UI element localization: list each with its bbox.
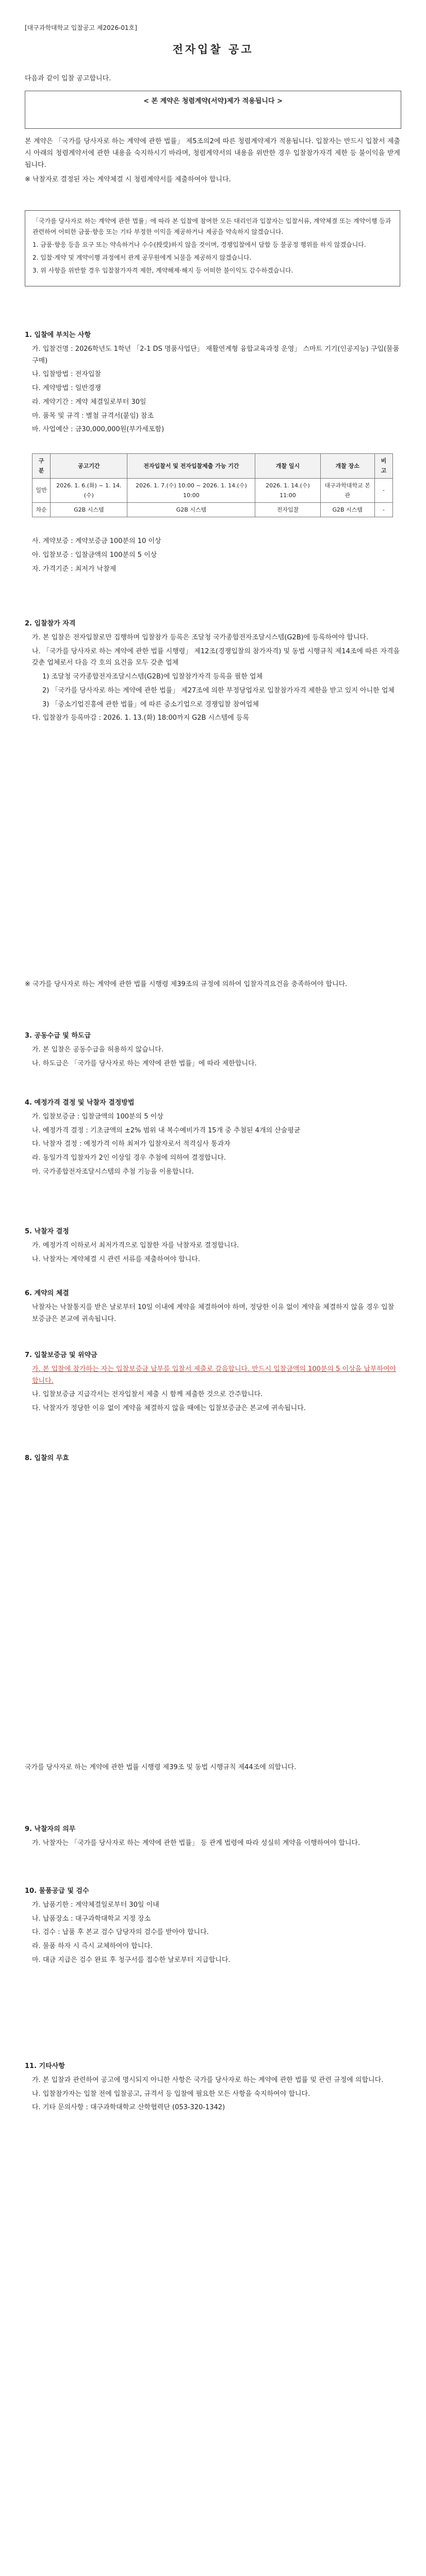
invalid-note [25,1762,400,1777]
table-row [32,503,393,517]
table-cell: 일반 [32,478,51,503]
table-cell: 2026. 1. 7.(수) 10:00 ~ 2026. 1. 14.(수) 10:00 [127,478,255,503]
table-header-row [32,454,393,479]
section-item: 나. 입찰참가자는 입찰 전에 입찰공고, 규격서 등 입찰에 필요한 모든 사항을 숙지하여야 합니다. [32,2090,310,2098]
section-item: 마. 품목 및 규격 : 별첨 규격서(붙임) 참조 [32,412,154,420]
section-subitem: 3) 「중소기업진흥에 관한 법률」에 따른 중소기업으로 경쟁입찰 참여업체 [42,700,259,708]
section-item: 다. 입찰참가 등록마감 : 2026. 1. 13.(화) 18:00까지 G2B 시스템에 등록 [32,714,250,722]
section-item: 다. 계약방법 : 일반경쟁 [32,384,101,392]
section-item: 낙찰자는 낙찰통지를 받은 날로부터 10일 이내에 계약을 체결하여야 하며, 정당한 이유 없이 계약을 체결하지 않을 경우 입찰보증금은 본교에 귀속됩니다. [32,1303,395,1323]
section-item: 다. 검수 : 납품 후 본교 검수 담당자의 검수를 받아야 합니다. [32,1928,209,1937]
section-item: 나. 하도급은 「국가를 당사자로 하는 계약에 관한 법률」에 따라 제한합니다. [32,1059,257,1067]
pledge-text: 1. 금품·향응 등을 요구 또는 약속하거나 수수(授受)하지 않을 것이며, 경쟁입찰에서 담합 등 불공정 행위를 하지 않겠습니다. [32,241,366,248]
pledge-text: 「국가를 당사자로 하는 계약에 관한 법률」에 따라 본 입찰에 참여한 모든 대리인과 입찰자는 입찰서류, 계약체결 또는 계약이행 등과 관련하여 어떠한 금품·향응 또는 기타 부정한 이익을 제공하거나 제공을 약속하지 않겠습니다. [32,217,391,235]
section-winner-duty [25,1824,400,1852]
deposit-text: 가. 본 입찰에 참가하는 자는 입찰보증금 납부를 입찰서 제출로 갈음합니다. 반드시 입찰금액의 100분의 5 이상을 납부하여야 합니다. [32,1365,397,1385]
section-heading: 4. 예정가격 결정 및 낙찰자 결정방법 [25,1099,135,1107]
section-item: 가. 낙찰자는 「국가를 당사자로 하는 계약에 관한 법률」 등 관계 법령에 따라 성실히 계약을 이행하여야 합니다. [32,1839,361,1847]
section-heading: 6. 계약의 체결 [25,1290,69,1297]
integrity-notice-box [25,91,401,129]
section-heading: 10. 물품공급 및 검수 [25,1887,89,1895]
section-item: 가. 입찰건명 : 2026학년도 1학년 「2-1 DS 명품사업단」 재활연계형 융합교육과정 운영」 스마트 기기(인공지능) 구입(물품구매) [32,345,400,365]
table-header-cell: 전자입찰서 및 전자입찰제출 가능 기간 [127,454,255,479]
section-item: 마. 대금 지급은 검수 완료 후 청구서를 접수한 날로부터 지급합니다. [32,1956,231,1964]
section-item: 사. 계약보증 : 계약보증금 100분의 10 이상 [32,537,161,545]
section-heading: 1. 입찰에 부치는 사항 [25,331,91,339]
section-item: 바. 사업예산 : 금30,000,000원(부가세포함) [32,426,165,434]
pledge-text: 3. 위 사항을 위반할 경우 입찰참가자격 제한, 계약해제·해지 등 어떠한 불이익도 감수하겠습니다. [32,267,293,274]
table-cell: G2B 시스템 [127,503,255,517]
section-heading: 9. 낙찰자의 의무 [25,1825,76,1833]
section-contract [25,1288,400,1327]
table-header-cell: 공고기간 [51,454,127,479]
table-header-cell: 개찰 장소 [320,454,374,479]
intro-paragraph: 본 계약은 「국가를 당사자로 하는 계약에 관한 법률」 제5조의2에 따른 청렴계약제가 적용됩니다. 입찰자는 반드시 입찰서 제출시 아래의 청렴계약서에 관한 내용을 숙지하시기 바라며, 청렴계약서의 내용을 위반한 경우 입찰참가자격 제한 등 불이익을 받게 됩니다. [25,138,400,169]
section-item: 가. 입찰보증금 : 입찰금액의 100분의 5 이상 [32,1112,163,1121]
section-item: 나. 낙찰자는 계약체결 시 관련 서류를 제출하여야 합니다. [32,1255,201,1263]
section-item: 가. 본 입찰은 공동수급을 허용하지 않습니다. [32,1045,163,1054]
section-winner [25,1226,400,1267]
section-bid-overview-tail [25,536,400,577]
table-cell: 전자입찰 [255,503,320,517]
section-heading: 2. 입찰참가 자격 [25,620,76,628]
section-misc [25,2061,400,2116]
section-item: 다. 기타 문의사항 : 대구과학대학교 산학협력단 (053-320-1342) [32,2104,225,2112]
section-item: 나. 입찰보증금 지급각서는 전자입찰서 제출 시 함께 제출한 것으로 간주합니다. [32,1391,263,1399]
section-item: 다. 낙찰자 결정 : 예정가격 이하 최저가 입찰자로서 적격심사 통과자 [32,1140,231,1148]
section-bid-overview [25,330,400,438]
section-item: 가. 본 입찰은 전자입찰로만 집행하며 입찰참가 등록은 조달청 국가종합전자조달시스템(G2B)에 등록하여야 합니다. [32,633,369,641]
section-heading: 7. 입찰보증금 및 위약금 [25,1351,97,1359]
section-heading: 5. 낙찰자 결정 [25,1228,69,1235]
section-deposit [25,1350,400,1417]
section-item: 아. 입찰보증 : 입찰금액의 100분의 5 이상 [32,551,157,559]
pledge-text: 2. 입찰·계약 및 계약이행 과정에서 관계 공무원에게 뇌물을 제공하지 않겠습니다. [32,254,252,261]
schedule-table-wrap [25,453,400,517]
section-item: 가. 본 입찰과 관련하여 공고에 명시되지 아니한 사항은 국가를 당사자로 하는 계약에 관한 법률 및 관련 규정에 의합니다. [32,2076,384,2084]
section-item: 자. 가격기준 : 최저가 낙찰제 [32,565,117,573]
section-item [25,1364,400,1387]
section-item: 가. 납품기한 : 계약체결일로부터 30일 이내 [32,1901,159,1909]
document-title: 전자입찰 공고 [172,43,254,56]
integrity-notice-heading: < 본 계약은 청렴계약(서약)제가 적용됩니다 > [143,97,283,105]
section-item: 마. 국가종합전자조달시스템의 추첨 기능을 이용합니다. [32,1167,194,1176]
table-cell: 2026. 1. 6.(화) ~ 1. 14.(수) [51,478,127,503]
section-item: 나. 예정가격 결정 : 기초금액의 ±2% 범위 내 복수예비가격 15개 중 추첨된 4개의 산술평균 [32,1126,301,1134]
section-item: 다. 낙찰자가 정당한 이유 없이 계약을 체결하지 않을 때에는 입찰보증금은 본교에 귀속됩니다. [32,1404,306,1412]
table-cell: 2026. 1. 14.(수) 11:00 [255,478,320,503]
table-cell: - [374,503,392,517]
document-lead: 다음과 같이 입찰 공고합니다. [25,75,111,82]
section-invalid [25,1453,400,1467]
table-cell: G2B 시스템 [320,503,374,517]
note-text: ※ 국가를 당사자로 하는 계약에 관한 법률 시행령 제39조의 규정에 의하여 입찰자격요건을 충족하여야 합니다. [25,980,348,988]
table-header-cell: 개찰 일시 [255,454,320,479]
section-item: 라. 계약기간 : 계약 체결일로부터 30일 [32,398,146,406]
table-header-cell: 비 고 [374,454,392,479]
mid-note [25,979,400,994]
section-eligibility [25,618,400,726]
section-delivery [25,1886,400,1969]
section-heading: 3. 공동수급 및 하도급 [25,1032,91,1040]
section-heading: 11. 기타사항 [25,2062,65,2070]
table-row [32,478,393,503]
section-subitem: 2) 「국가를 당사자로 하는 계약에 관한 법률」 제27조에 의한 부정당업자로 입찰참가자격 제한을 받고 있지 아니한 업체 [42,686,395,694]
section-heading: 8. 입찰의 무효 [25,1454,69,1462]
intro-block [25,136,400,189]
section-subitem: 1) 조달청 국가종합전자조달시스템(G2B)에 입찰참가자격 등록을 필한 업체 [42,673,263,681]
table-cell: G2B 시스템 [51,503,127,517]
section-item: 나. 입찰방법 : 전자입찰 [32,370,101,379]
table-header-cell: 구 분 [32,454,51,479]
note-text: 국가를 당사자로 하는 계약에 관한 법률 시행령 제39조 및 동법 시행규칙 제44조에 의합니다. [25,1764,297,1771]
section-price-decision [25,1097,400,1180]
section-item: 라. 물품 하자 시 즉시 교체하여야 합니다. [32,1942,153,1950]
section-item: 가. 예정가격 이하로서 최저가격으로 입찰한 자를 낙찰자로 결정합니다. [32,1241,239,1249]
schedule-table [32,453,393,517]
table-cell: 차순 [32,503,51,517]
integrity-pledge-box [25,210,400,286]
section-item: 나. 납품장소 : 대구과학대학교 지정 장소 [32,1914,151,1923]
section-item: 나. 「국가를 당사자로 하는 계약에 관한 법률 시행령」 제12조(경쟁입찰의 참가자격) 및 동법 시행규칙 제14조에 따른 자격을 갖춘 업체로서 다음 각 호의 요건을 모두 갖춘 업체 [32,647,400,667]
section-item: 라. 동일가격 입찰자가 2인 이상일 경우 추첨에 의하여 결정합니다. [32,1154,226,1162]
document-number: [대구과학대학교 입찰공고 제2026-01호] [25,24,137,31]
table-cell: - [374,478,392,503]
table-cell: 대구과학대학교 본관 [320,478,374,503]
section-joint-supply [25,1030,400,1072]
intro-paragraph: ※ 낙찰자로 결정된 자는 계약체결 시 청렴계약서를 제출하여야 합니다. [25,176,231,184]
